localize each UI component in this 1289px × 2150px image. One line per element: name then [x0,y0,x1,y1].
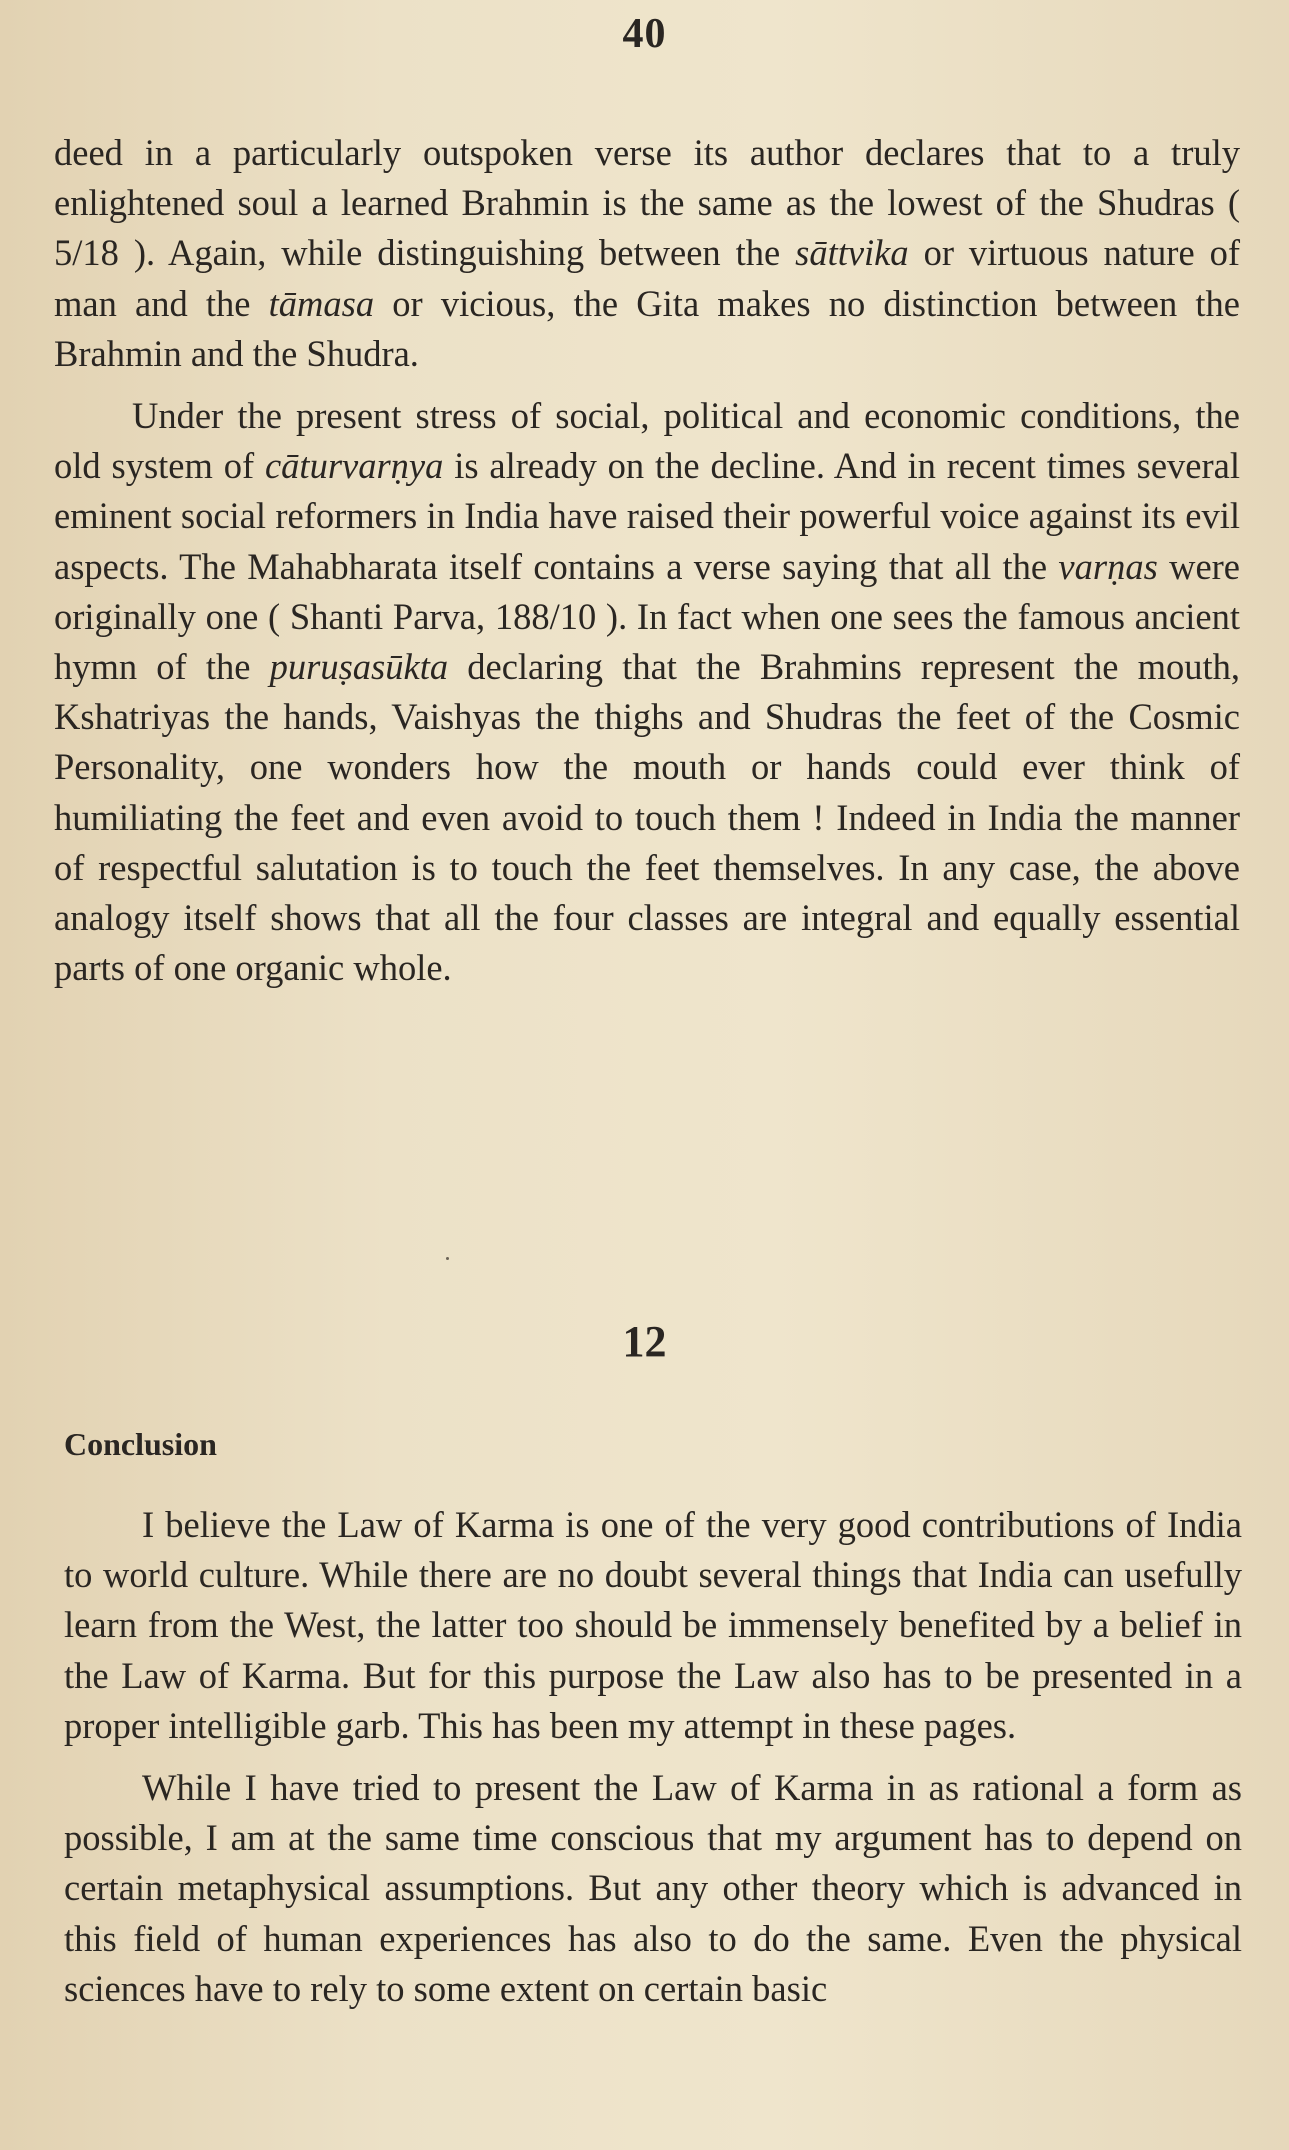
italic-term: tāmasa [268,282,375,324]
paragraph-gita [54,128,1240,379]
section-heading: Conclusion [64,1426,217,1462]
paragraph-text: is already on the decline. And in recent times several eminent social reformers in India have raised their powerful voice against its evil aspects. The Mahabharata itself contains a verse saying that all the [54,445,1241,587]
text-block-lower [64,1500,1242,2014]
paragraph-text: were originally one ( Shanti Parva, 188/10 ). In fact when one sees the famous ancient hymn of the [54,545,1241,688]
italic-term: sāttvika [795,232,909,274]
paragraph-law-of-karma: I believe the Law of Karma is one of the very good contributions of India to world culture. While there are no doubt several things that India can usefully learn from the West, the latter too should be immensely benefited by a belief in the Law of Karma. But for this purpose the Law also has to be presented in a proper intelligible garb. This has been my attempt in these pages. [64,1504,1242,1746]
italic-term: cāturvarṇya [264,445,444,487]
paragraph-text: Under the present stress of social, political and economic conditions, the old system of [54,395,1240,487]
paragraph-caturvarnya [54,391,1240,993]
paragraph-text: or virtuous nature of man and the [54,232,1240,324]
paper-speck [446,1257,449,1260]
chapter-number: 12 [622,1317,667,1366]
page-number: 40 [622,11,667,57]
text-block-upper [54,128,1240,993]
paragraph-text: declaring that the Brahmins represent the mouth, Kshatriyas the hands, Vaishyas the thighs and Shudras the feet of the Cosmic Personality, one wonders how the mouth or hands could ever think of humiliating the feet and even avoid to touch them ! Indeed in India the manner of respectful salutation is to touch the feet themselves. In any case, the above analogy itself shows that all the four classes are integral and equally essential parts of one organic whole. [54,646,1241,989]
italic-term: varṇas [1058,545,1158,587]
italic-term: puruṣasūkta [269,646,449,688]
paragraph-text: or vicious, the Gita makes no distinction between the Brahmin and the Shudra. [54,282,1240,374]
paragraph-text: deed in a particularly outspoken verse its author declares that to a truly enlightened soul a learned Brahmin is the same as the lowest of the Shudras ( 5/18 ). Again, while distinguishing between the [54,132,1240,274]
paragraph-assumptions: While I have tried to present the Law of Karma in as rational a form as possible, I am at the same time conscious that my argument has to depend on certain metaphysical assumptions. But any other theory which is advanced in this field of human experiences has also to do the same. Even the physical sciences have to rely to some extent on certain basic [64,1767,1242,2009]
